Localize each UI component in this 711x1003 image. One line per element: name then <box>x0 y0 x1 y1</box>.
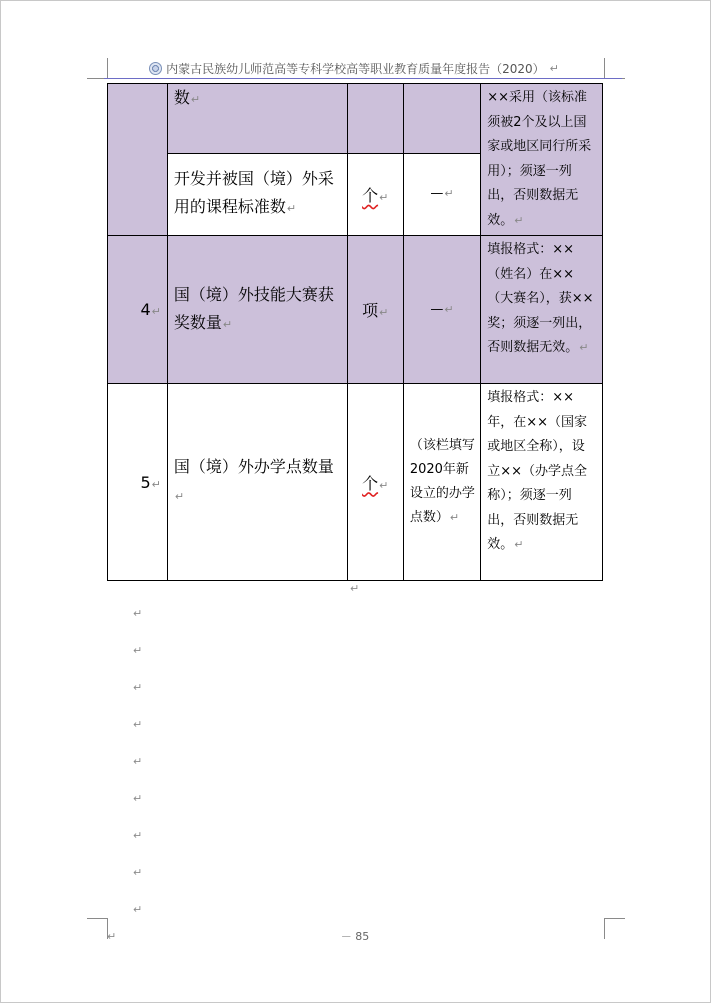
unit-text: 个 <box>362 185 379 205</box>
crop-mark-bottom-right <box>604 918 625 939</box>
item-name: 国（境）外办学点数量 <box>173 457 334 476</box>
value-text: — <box>430 186 444 202</box>
item-name-cell[interactable] <box>167 236 347 384</box>
note-text: 填报格式：××年，在××（国家或地区全称），设立××（办学点全称）；须逐一列出，否则数据无效。 <box>487 390 588 552</box>
index-number: 4 <box>140 300 151 319</box>
crop-mark-top-right <box>604 58 625 79</box>
value-cell[interactable] <box>403 153 480 235</box>
header-return-mark: ↵ <box>549 61 559 75</box>
cell-mark: ↵ <box>379 478 389 492</box>
cell-mark: ↵ <box>174 490 185 503</box>
cell-mark: ↵ <box>579 341 589 354</box>
item-name: 国（境）外技能大赛获奖数量 <box>173 284 334 332</box>
item-name-cell[interactable] <box>167 153 347 235</box>
item-name-cell[interactable] <box>167 384 347 581</box>
cell-mark: ↵ <box>379 190 389 204</box>
cell-mark: ↵ <box>514 538 524 551</box>
footer-return-mark: ↵ <box>107 930 117 943</box>
unit-cell[interactable] <box>347 153 403 235</box>
unit-cell-empty <box>347 84 403 154</box>
index-cell-empty <box>108 84 168 236</box>
value-cell-empty <box>403 84 480 154</box>
cell-mark: ↵ <box>514 213 524 227</box>
item-name-cont: 数 <box>173 88 190 107</box>
cell-mark: ↵ <box>151 477 161 491</box>
page-header <box>104 58 604 78</box>
cell-mark: ↵ <box>379 306 389 319</box>
empty-paragraph-mark[interactable]: ↵ <box>133 903 143 916</box>
empty-paragraph-mark[interactable]: ↵ <box>133 829 143 842</box>
empty-paragraph-mark[interactable]: ↵ <box>133 866 143 879</box>
cell-mark: ↵ <box>444 302 454 316</box>
cell-mark: ↵ <box>444 187 454 201</box>
header-rule <box>104 78 622 79</box>
index-cell[interactable] <box>108 236 168 384</box>
crop-mark-bottom-left <box>87 918 108 939</box>
empty-paragraph-mark[interactable]: ↵ <box>133 755 143 768</box>
header-title: 内蒙古民族幼儿师范高等专科学校高等职业教育质量年度报告（2020） <box>166 61 545 76</box>
index-number: 5 <box>140 472 151 492</box>
unit-text: 项 <box>362 301 379 320</box>
cell-mark: ↵ <box>151 305 161 318</box>
value-cell[interactable] <box>403 384 480 581</box>
school-logo-icon <box>149 62 162 75</box>
note-cell[interactable] <box>481 84 603 236</box>
index-cell[interactable] <box>108 384 168 581</box>
note-cell[interactable] <box>481 384 603 581</box>
cell-mark: ↵ <box>222 317 233 331</box>
unit-cell[interactable] <box>347 384 403 581</box>
page-number: － 85 <box>340 930 370 943</box>
unit-text: 个 <box>362 473 379 493</box>
value-text: — <box>430 301 444 317</box>
empty-paragraph-mark[interactable]: ↵ <box>133 718 143 731</box>
quality-report-table <box>107 83 603 581</box>
empty-paragraph-mark[interactable]: ↵ <box>133 607 143 620</box>
note-cell[interactable] <box>481 236 603 384</box>
empty-paragraph-mark[interactable]: ↵ <box>133 644 143 657</box>
value-text: （该栏填写2020年新设立的办学点数） <box>409 438 475 525</box>
item-name-cell[interactable] <box>167 84 347 154</box>
note-text: 填报格式：××（姓名）在××（大赛名），获××奖；须逐一列出，否则数据无效。 <box>487 242 594 355</box>
cell-mark: ↵ <box>190 93 201 106</box>
item-name: 开发并被国（境）外采用的课程标准数 <box>173 169 334 217</box>
paragraph-mark: ↵ <box>350 582 360 595</box>
value-cell[interactable] <box>403 236 480 384</box>
empty-paragraph-mark[interactable]: ↵ <box>133 792 143 805</box>
note-text: ××采用（该标准须被2个及以上国家或地区同行所采用）；须逐一列出，否则数据无效。 <box>487 90 592 228</box>
cell-mark: ↵ <box>286 202 297 216</box>
empty-paragraph-mark[interactable]: ↵ <box>133 681 143 694</box>
cell-mark: ↵ <box>449 511 460 524</box>
unit-cell[interactable] <box>347 236 403 384</box>
